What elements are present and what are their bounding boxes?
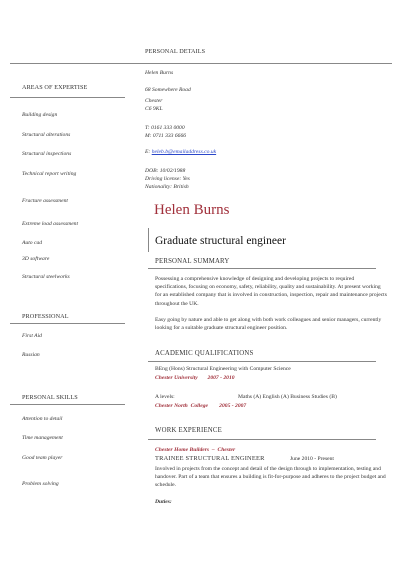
job-title: Graduate structural engineer <box>155 235 286 247</box>
area-item: Fracture assessment <box>22 198 68 204</box>
personal-skills-header: PERSONAL SKILLS <box>22 394 78 401</box>
degree: BEng (Hons) Structural Engineering with Computer Science <box>155 366 291 372</box>
contact-dob: DOB: 10/02/1988 <box>145 168 186 174</box>
area-item: Building design <box>22 112 58 118</box>
role-dates: June 2010 - Present <box>290 456 334 462</box>
duties-label: Duties: <box>155 499 172 505</box>
email-label: E: <box>145 149 151 155</box>
area-item: Structural alterations <box>22 132 71 138</box>
personal-details-header: PERSONAL DETAILS <box>145 48 206 55</box>
skill-item: Problem solving <box>22 481 59 487</box>
areas-of-expertise-header: AREAS OF EXPERTISE <box>22 84 88 91</box>
summary-paragraph-2: Easy going by nature and able to get along with both work colleagues and senior managers, currently looking for a suitable graduate structural engineer position. <box>155 317 382 332</box>
college: Chester North College 2005 - 2007 <box>155 403 247 409</box>
skill-item: Attention to detail <box>22 416 63 422</box>
contact-phone: T: 0161 333 0000 <box>145 125 185 131</box>
area-item: Structural inspections <box>22 151 72 157</box>
top-divider <box>10 63 392 64</box>
email-link[interactable]: heleb.b@emailaddress.co.uk <box>151 149 217 155</box>
employer: Chester Home Builders – Chester <box>155 447 236 453</box>
work-experience-header: WORK EXPERIENCE <box>155 427 222 434</box>
contact-city: Chester <box>145 98 163 104</box>
contact-email-row <box>145 149 216 155</box>
duties-text: Duties <box>155 499 170 505</box>
contact-licence: Driving license: Yes <box>145 176 190 182</box>
contact-name: Helen Burns <box>145 70 174 76</box>
areas-divider <box>10 97 125 98</box>
summary-divider <box>148 268 376 269</box>
alevels-label: A levels: <box>155 394 175 400</box>
summary-header: PERSONAL SUMMARY <box>155 258 230 265</box>
area-item: 3D software <box>22 256 50 262</box>
university: Chester University 2007 - 2010 <box>155 375 235 381</box>
contact-nationality: Nationality: British <box>145 184 189 190</box>
area-item: Technical report writing <box>22 171 77 177</box>
title-rule <box>148 228 149 252</box>
skill-item: Good team player <box>22 455 63 461</box>
professional-divider <box>10 323 125 324</box>
contact-mobile: M: 0711 333 6666 <box>145 133 187 139</box>
alevels-subjects: Maths (A) English (A) Business Studies (B) <box>238 394 337 400</box>
area-item: Auto cad <box>22 240 43 246</box>
area-item: Extreme load assessment <box>22 221 79 227</box>
education-divider <box>148 361 376 362</box>
role-title: TRAINEE STRUCTURAL ENGINEER <box>155 455 265 462</box>
contact-postcode: C6 9KL <box>145 106 163 112</box>
professional-item: Russian <box>22 352 40 358</box>
professional-item: First Aid <box>22 333 42 339</box>
contact-address: 68 Somewhere Road <box>145 87 191 93</box>
area-item: Structural steelworks <box>22 274 70 280</box>
skills-divider <box>10 404 125 405</box>
professional-header: PROFESSIONAL <box>22 313 69 320</box>
candidate-name: Helen Burns <box>154 202 230 218</box>
education-header: ACADEMIC QUALIFICATIONS <box>155 350 254 357</box>
role-description: Involved in projects from the concept and detail of the design through to implementation, testing and handover. Part of a team that ensures a building is fit-for-purpose and adheres to the project budget and schedule. <box>155 466 386 489</box>
summary-paragraph-1: Possessing a comprehensive knowledge of designing and developing projects to required specifications, focusing on economy, safety, reliability, quality and sustainability. At present working for an established company that is involved in construction, inspection, repair and maintenance projects throughout the UK. <box>155 276 387 307</box>
work-divider <box>148 439 376 440</box>
skill-item: Time management <box>22 435 63 441</box>
